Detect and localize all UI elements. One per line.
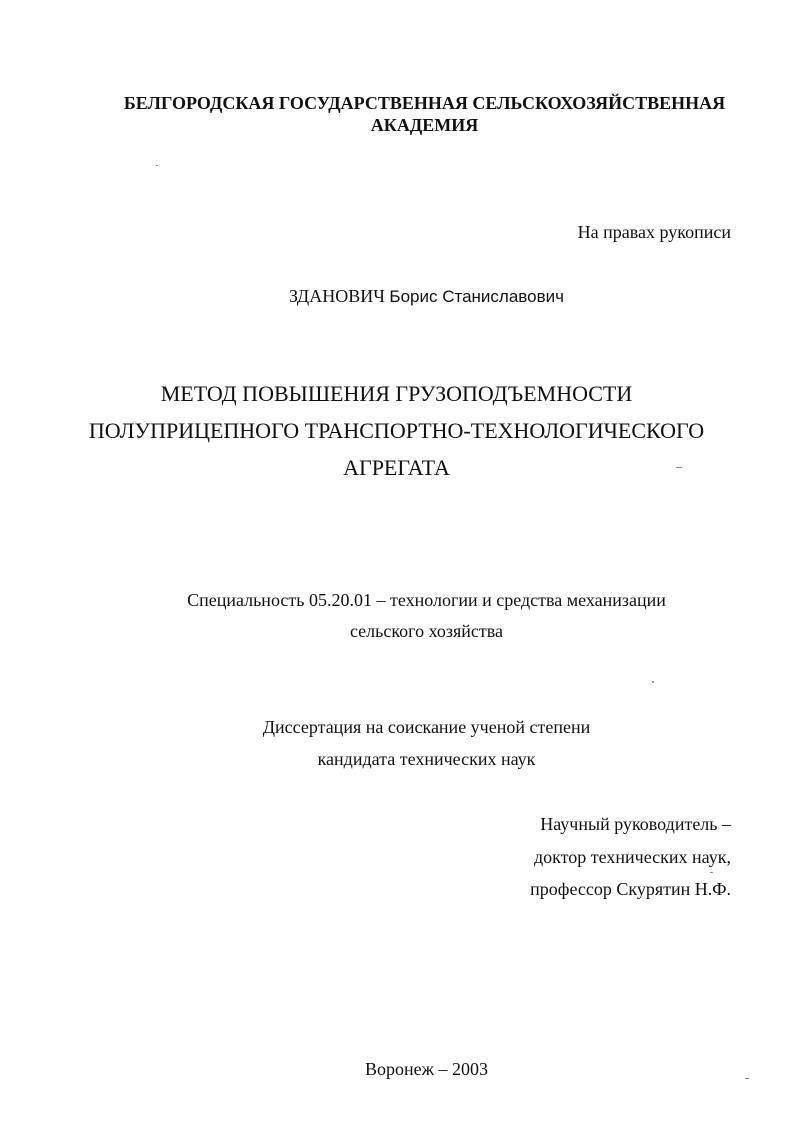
manuscript-rights-note: На правах рукописи [577, 222, 731, 242]
scan-speck [652, 681, 654, 683]
specialty-line-1: Специальность 05.20.01 – технологии и средства механизации [187, 590, 666, 610]
author-name [0, 285, 793, 308]
advisor-line-2: доктор технических наук, [534, 847, 731, 867]
scan-speck [710, 872, 713, 873]
scan-speck [676, 467, 682, 468]
dissertation-title-line-1: МЕТОД ПОВЫШЕНИЯ ГРУЗОПОДЪЕМНОСТИ [160, 381, 633, 406]
place-and-year: Воронеж – 2003 [364, 1059, 489, 1079]
scan-speck [156, 165, 158, 166]
author-given-names: Борис Станиславович [389, 287, 564, 306]
institution-name-line-1: БЕЛГОРОДСКАЯ ГОСУДАРСТВЕННАЯ СЕЛЬСКОХОЗЯЙСТВЕННАЯ [123, 93, 726, 113]
specialty-line-2: сельского хозяйства [349, 621, 504, 641]
degree-statement-line-1: Диссертация на соискание ученой степени [262, 717, 591, 737]
author-surname: ЗДАНОВИЧ [289, 286, 385, 306]
institution-name-line-2: АКАДЕМИЯ [370, 115, 479, 135]
degree-statement-line-2: кандидата технических наук [317, 749, 536, 769]
dissertation-title-line-3: АГРЕГАТА [343, 455, 450, 480]
advisor-line-3: профессор Скурятин Н.Ф. [530, 879, 731, 899]
scan-speck [745, 1078, 749, 1079]
advisor-line-1: Научный руководитель – [540, 814, 731, 834]
dissertation-title-line-2: ПОЛУПРИЦЕПНОГО ТРАНСПОРТНО-ТЕХНОЛОГИЧЕСКОГО [88, 418, 705, 443]
